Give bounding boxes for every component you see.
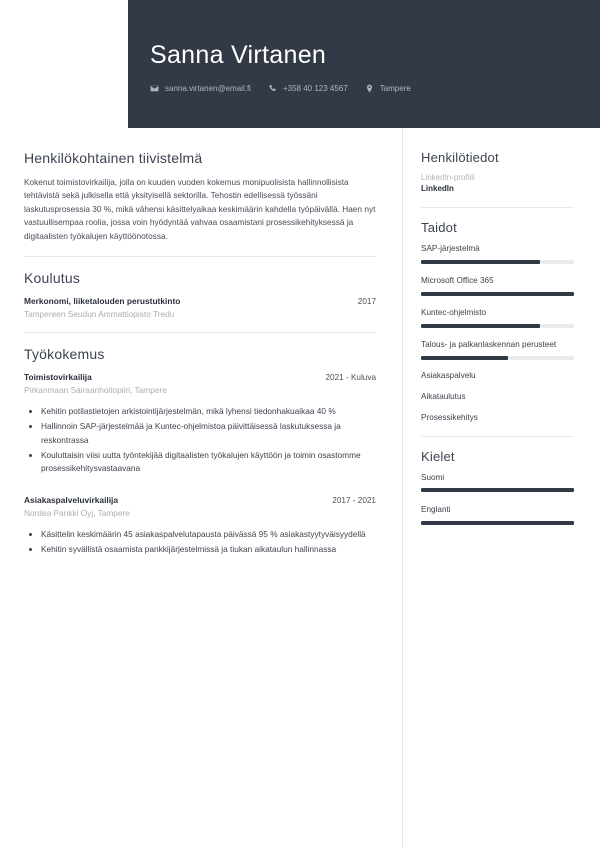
experience-bullets bbox=[24, 405, 376, 475]
section-personal-info bbox=[421, 150, 574, 193]
skill-bar-fill bbox=[421, 356, 508, 360]
experience-entry-head bbox=[24, 495, 376, 505]
contact-email[interactable] bbox=[150, 84, 251, 93]
language-bar-track bbox=[421, 488, 574, 492]
resume-body bbox=[0, 128, 600, 848]
personal-info-title: Henkilötiedot bbox=[421, 150, 499, 165]
summary-text: Kokenut toimistovirkailija, jolla on kuuden vuoden kokemus monipuolisista hallinnollisista tehtävistä sekä julkisella että yksityisellä sektorilla. Tehostin edellisessä työssäni laskutusprosessia 30 %, mikä vähensi käsittelyaikaa keskimäärin kahdella työpäivällä. Haen nyt vastuullisempaa roolia, jossa voin hyödyntää vahvaa osaamistani prosessikehityksessä ja digitaalisten työkalujen käyttöönotossa. bbox=[24, 177, 376, 241]
experience-entry bbox=[24, 495, 376, 557]
skill-bar-track bbox=[421, 356, 574, 360]
language-bar-track bbox=[421, 521, 574, 525]
resume-header bbox=[128, 0, 600, 128]
experience-employer: Nordea Pankki Oyj, Tampere bbox=[24, 507, 130, 518]
section-summary bbox=[24, 150, 376, 243]
contact-location-text: Tampere bbox=[379, 83, 411, 93]
skill-bar-fill bbox=[421, 324, 540, 328]
contact-row bbox=[150, 84, 600, 93]
education-title: Koulutus bbox=[24, 270, 81, 287]
summary-title: Henkilökohtainen tiivistelmä bbox=[24, 150, 203, 166]
skill-name: Microsoft Office 365 bbox=[421, 275, 494, 285]
sidebar-column bbox=[402, 128, 600, 848]
education-degree: Merkonomi, liiketalouden perustutkinto bbox=[24, 296, 181, 307]
experience-entry-head bbox=[24, 372, 376, 382]
phone-icon bbox=[268, 84, 277, 93]
divider bbox=[421, 207, 574, 208]
experience-role: Asiakaspalveluvirkailija bbox=[24, 494, 119, 505]
skill-bar-track bbox=[421, 324, 574, 328]
section-languages bbox=[421, 449, 574, 526]
section-experience bbox=[24, 346, 376, 556]
skill-name: Kuntec-ohjelmisto bbox=[421, 307, 487, 317]
location-pin-icon bbox=[365, 84, 374, 93]
list-item: • Käsittelin keskimäärin 45 asiakaspalvelutapausta päivässä 95 % asiakastyytyväisyydellä bbox=[41, 528, 376, 541]
experience-role: Toimistovirkailija bbox=[24, 372, 92, 383]
divider bbox=[24, 256, 376, 257]
linkedin-label: LinkedIn-profiili bbox=[421, 173, 475, 182]
spacer bbox=[24, 478, 376, 495]
contact-phone[interactable] bbox=[268, 84, 348, 93]
skill-plain-item: Prosessikehitys bbox=[421, 412, 478, 422]
education-entry-head bbox=[24, 296, 376, 306]
envelope-icon bbox=[150, 84, 159, 93]
divider bbox=[24, 332, 376, 333]
list-item: • Kehitin syvällistä osaamista pankkijärjestelmissä ja tiukan aikataulun hallinnassa bbox=[41, 543, 376, 556]
language-name: Suomi bbox=[421, 472, 445, 482]
contact-location[interactable] bbox=[365, 84, 411, 93]
divider bbox=[421, 436, 574, 437]
skill-bar-track bbox=[421, 260, 574, 264]
education-entry bbox=[24, 296, 376, 319]
experience-employer: Pirkanmaan Sairaanhoitopiiri, Tampere bbox=[24, 385, 167, 396]
personal-field bbox=[421, 173, 574, 193]
language-item bbox=[421, 504, 574, 525]
experience-date: 2017 - 2021 bbox=[332, 495, 376, 505]
language-bar-fill bbox=[421, 488, 574, 492]
skill-item bbox=[421, 339, 574, 360]
skill-item bbox=[421, 275, 574, 296]
contact-phone-text: +358 40 123 4567 bbox=[282, 83, 348, 93]
language-bar-fill bbox=[421, 521, 574, 525]
experience-date: 2021 - Kuluva bbox=[325, 373, 376, 383]
skill-bar-fill bbox=[421, 292, 574, 296]
linkedin-value[interactable]: LinkedIn bbox=[421, 184, 454, 193]
experience-entry bbox=[24, 372, 376, 475]
skill-name: SAP-järjestelmä bbox=[421, 244, 480, 253]
skill-plain-item: Asiakaspalvelu bbox=[421, 370, 476, 380]
list-item: • Kouluttaisin viisi uutta työntekijää digitaalisten työkalujen käyttöön ja toimin osastomme prosessikehitysvastaavana bbox=[41, 449, 376, 476]
main-column bbox=[0, 128, 402, 848]
list-item: • Hallinnoin SAP-järjestelmää ja Kuntec-ohjelmistoa päivittäisessä laskutuksessa ja reskontrassa bbox=[41, 420, 376, 447]
section-education bbox=[24, 270, 376, 319]
candidate-name: Sanna Virtanen bbox=[150, 41, 327, 69]
skill-name: Talous- ja palkanlaskennan perusteet bbox=[421, 339, 557, 349]
skill-item bbox=[421, 307, 574, 328]
education-year: 2017 bbox=[357, 297, 376, 307]
list-item: • Kehitin potilastietojen arkistointijärjestelmän, mikä lyhensi tiedonhakuaikaa 40 % bbox=[41, 405, 376, 418]
education-school: Tampereen Seudun Ammattiopisto Tredu bbox=[24, 309, 175, 320]
contact-email-text: sanna.virtanen@email.fi bbox=[165, 83, 251, 93]
language-item bbox=[421, 472, 574, 493]
languages-title: Kielet bbox=[421, 448, 455, 464]
experience-bullets bbox=[24, 528, 376, 557]
skill-item bbox=[421, 243, 574, 264]
experience-title: Työkokemus bbox=[24, 346, 105, 363]
skill-plain-item: Aikataulutus bbox=[421, 391, 466, 401]
skills-title: Taidot bbox=[421, 220, 457, 235]
skill-bar-track bbox=[421, 292, 574, 296]
language-name: Englanti bbox=[421, 505, 451, 515]
skill-bar-fill bbox=[421, 260, 540, 264]
section-skills bbox=[421, 220, 574, 422]
